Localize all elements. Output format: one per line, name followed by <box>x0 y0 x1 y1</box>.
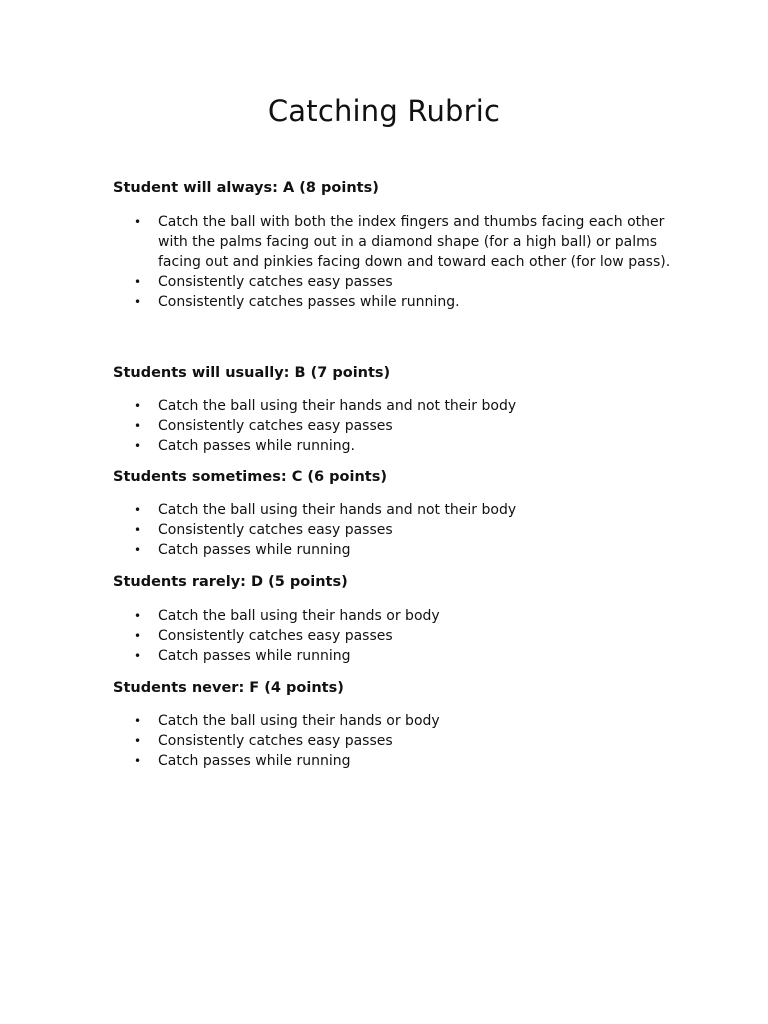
list-item <box>113 396 673 416</box>
list-item-text: Consistently catches passes while running. <box>158 294 460 310</box>
list-item-text: Catch the ball using their hands or body <box>158 713 440 729</box>
list-item-text: Catch the ball with both the index fingers and thumbs facing each other with the palms facing out in a diamond shape (for a high ball) or palms facing out and pinkies facing down and toward each other (for low pass). <box>158 214 671 270</box>
list-item-text: Catch the ball using their hands and not their body <box>158 502 517 518</box>
list-item <box>113 711 673 731</box>
list-item <box>113 212 673 272</box>
list-item-text: Catch passes while running <box>158 648 351 664</box>
list-item-text: Consistently catches easy passes <box>158 628 393 644</box>
list-item-text: Consistently catches easy passes <box>158 274 393 290</box>
bullet-icon: • <box>134 439 142 453</box>
bullet-icon: • <box>134 543 142 557</box>
section-heading: Students will usually: B (7 points) <box>113 365 391 381</box>
bullet-icon: • <box>134 629 142 643</box>
list-item <box>113 731 673 751</box>
list-item-text: Catch passes while running. <box>158 438 355 454</box>
rubric-section-f <box>113 679 673 771</box>
criteria-list <box>113 711 673 771</box>
list-item-text: Consistently catches easy passes <box>158 733 393 749</box>
list-item <box>113 272 673 292</box>
list-item <box>113 500 673 520</box>
bullet-icon: • <box>134 399 142 413</box>
list-item <box>113 436 673 456</box>
bullet-icon: • <box>134 275 142 289</box>
rubric-section-c <box>113 468 673 560</box>
bullet-icon: • <box>134 754 142 768</box>
section-heading: Students sometimes: C (6 points) <box>113 469 387 485</box>
criteria-list <box>113 212 673 312</box>
bullet-icon: • <box>134 523 142 537</box>
page-title: Catching Rubric <box>267 94 501 128</box>
bullet-icon: • <box>134 714 142 728</box>
section-heading: Students rarely: D (5 points) <box>113 574 348 590</box>
criteria-list <box>113 396 673 456</box>
list-item-text: Consistently catches easy passes <box>158 418 393 434</box>
section-heading: Student will always: A (8 points) <box>113 180 379 196</box>
list-item <box>113 606 673 626</box>
list-item <box>113 292 673 312</box>
list-item <box>113 646 673 666</box>
list-item <box>113 626 673 646</box>
criteria-list <box>113 500 673 560</box>
rubric-section-d <box>113 573 673 666</box>
list-item <box>113 520 673 540</box>
bullet-icon: • <box>134 649 142 663</box>
bullet-icon: • <box>134 295 142 309</box>
list-item-text: Catch the ball using their hands and not their body <box>158 398 517 414</box>
bullet-icon: • <box>134 503 142 517</box>
bullet-icon: • <box>134 419 142 433</box>
list-item-text: Catch passes while running <box>158 542 351 558</box>
bullet-icon: • <box>134 215 142 229</box>
bullet-icon: • <box>134 609 142 623</box>
section-heading: Students never: F (4 points) <box>113 680 344 696</box>
list-item <box>113 416 673 436</box>
rubric-section-a <box>113 179 673 312</box>
list-item-text: Catch the ball using their hands or body <box>158 608 440 624</box>
rubric-section-b <box>113 364 673 456</box>
criteria-list <box>113 606 673 666</box>
bullet-icon: • <box>134 734 142 748</box>
list-item-text: Consistently catches easy passes <box>158 522 393 538</box>
list-item-text: Catch passes while running <box>158 753 351 769</box>
list-item <box>113 751 673 771</box>
list-item <box>113 540 673 560</box>
